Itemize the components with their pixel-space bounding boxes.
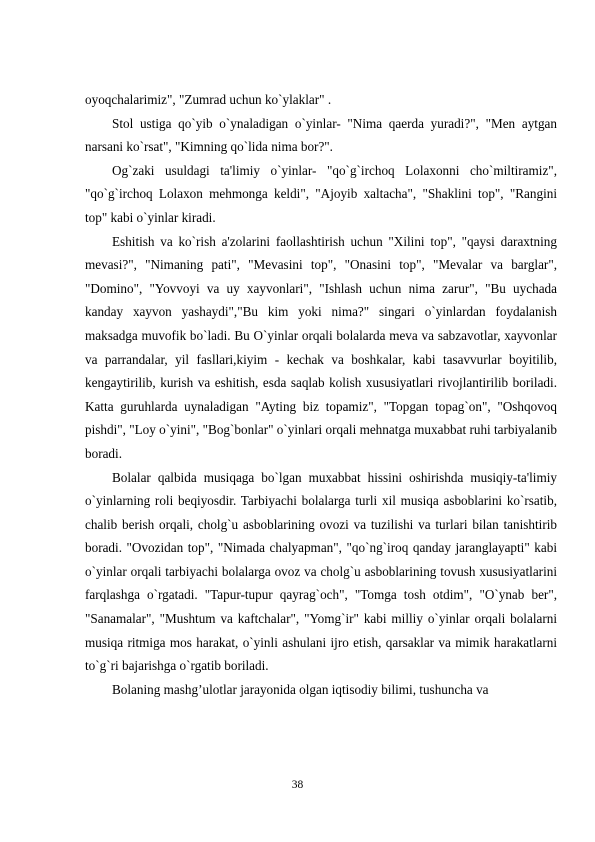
- paragraph-continuation: oyoqchalarimiz", "Zumrad uchun ko`ylaklar" .: [85, 92, 332, 107]
- page-body: [85, 88, 557, 701]
- page-number: 38: [291, 779, 304, 791]
- paragraph-music-games: Bolalar qalbida musiqaga bo`lgan muxabbat hissini oshirishda musiqiy-ta'limiy o`yinlarning roli beqiyosdir. Tarbiyachi bolalarga turli xil musiqa asboblarini ko`rsatib, chalib berish orqali, cholg`u asboblarining ovozi va tuzilishi va turlari bilan tanishtirib boradi. "Ovozidan top", "Nimada chalyapman", "qo`ng`iroq qanday jaranglayapti" kabi o`yinlar orqali tarbiyachi bolalarga ovoz va cholg`u asboblarining tovush xususiyatlarini farqlashga o`rgatadi. "Tapur-tupur qayrag`och", "Tomga tosh otdim", "O`ynab ber", "Sanamalar", "Mushtum va kaftchalar", "Yomg`ir" kabi milliy o`yinlar orqali bolalarni musiqa ritmiga mos harakat, o`yinli ashulani ijro etish, qarsaklar va mimik harakatlarni to`g`ri bajarishga o`rgatib boriladi.: [85, 469, 557, 674]
- paragraph-hearing-sight-games: Eshitish va ko`rish a'zolarini faollashtirish uchun "Xilini top", "qaysi daraxtning mevasi?", "Nimaning pati", "Mevasini top", "Onasini top", "Mevalar va barglar", "Domino", "Yovvoyi va uy xayvonlari", "Ishlash uchun nima zarur", "Bu uychada kanday xayvon yashaydi","Bu kim yoki nima?" singari o`yinlardan foydalanish maksadga muvofik bo`ladi. Bu O`yinlar orqali bolalarda meva va sabzavotlar, xayvonlar va parrandalar, yil fasllari,kiyim - kechak va boshkalar, kabi tasavvurlar boyitilib, kengaytirilib, kurish va eshitish, esda saqlab kolish xususiyatlari rivojlantirilib boriladi. Katta guruhlarda uynaladigan "Ayting biz topamiz", "Topgan topag`on", "Oshqovoq pishdi", "Loy o`yini", "Bog`bonlar" o`yinlari orqali mehnatga muxabbat ruhi tarbiyalanib boradi.: [85, 233, 557, 461]
- paragraph-oral-games: Og`zaki usuldagi ta'limiy o`yinlar- "qo`g`irchoq Lolaxonni cho`miltiramiz", "qo`g`irchoq Lolaxon mehmonga keldi", "Ajoyib xaltacha", "Shaklini top", "Rangini top" kabi o`yinlar kiradi.: [85, 162, 557, 225]
- paragraph-economics: Bolaning mashg’ulotlar jarayonida olgan iqtisodiy bilimi, tushuncha va: [112, 681, 489, 697]
- paragraph-tabletop-games: Stol ustiga qo`yib o`ynaladigan o`yinlar- "Nima qaerda yuradi?", "Men aytgan narsani ko`rsat", "Kimning qo`lida nima bor?".: [85, 115, 557, 155]
